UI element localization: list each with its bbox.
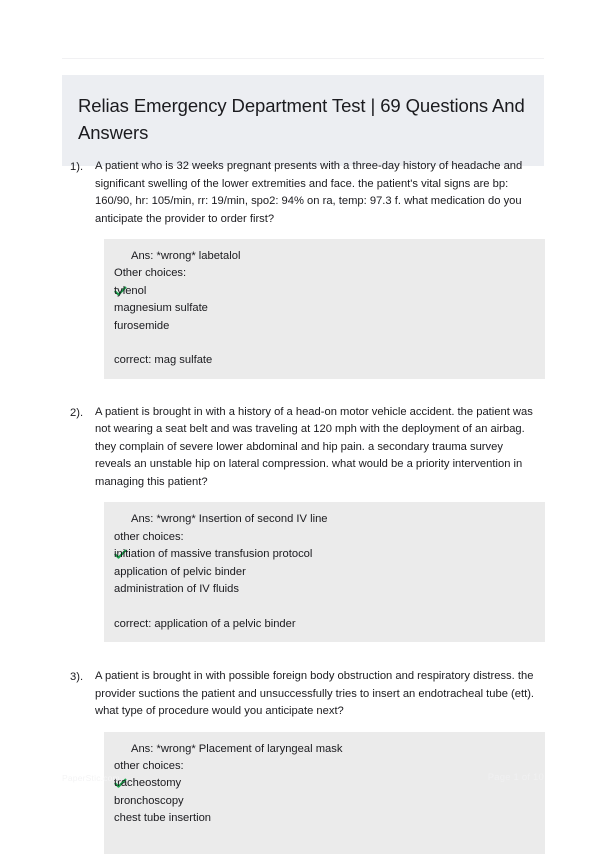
question-number: 2). bbox=[70, 406, 84, 419]
page-number: Page 1 of 10 bbox=[487, 772, 544, 783]
answer-spacer bbox=[114, 598, 545, 615]
question-number: 1). bbox=[70, 161, 84, 173]
document-title-banner bbox=[62, 75, 544, 166]
answer-box bbox=[104, 502, 545, 642]
question-row bbox=[62, 404, 544, 492]
answer-box bbox=[104, 732, 545, 854]
page-footer bbox=[0, 772, 606, 783]
green-check-icon bbox=[114, 513, 127, 526]
choices-header: other choices: bbox=[114, 760, 184, 773]
question-text: A patient is brought in with possible foreign body obstruction and respiratory distress. the provider suctions the patient and unsuccessfully tries to insert an endotracheal tube (ett). what type of procedure would you anticipate next? bbox=[95, 670, 535, 718]
answer-label: Ans: *wrong* Placement of laryngeal mask bbox=[131, 742, 343, 755]
choice-item: administration of IV fluids bbox=[114, 582, 239, 595]
answer-label-row bbox=[114, 741, 545, 758]
questions-container bbox=[0, 158, 606, 854]
choice-item: tracheostomy bbox=[114, 777, 182, 790]
header-divider bbox=[62, 58, 544, 59]
choice-item: chest tube insertion bbox=[114, 812, 212, 825]
answer-spacer bbox=[114, 828, 545, 845]
question-text: A patient is brought in with a history of a head-on motor vehicle accident. the patient was not wearing a seat belt and was traveling at 120 mph with the deployment of an airbag. they complain of severe lower abdominal and hip pain. a secondary trauma survey reveals an unstable hip on lateral compression. what would be a priority intervention in managing this patient? bbox=[95, 405, 533, 488]
answer-box bbox=[104, 239, 545, 379]
question-block bbox=[0, 404, 606, 642]
correct-answer: correct: application of a pelvic binder bbox=[114, 617, 296, 630]
answer-label-row bbox=[114, 511, 545, 528]
question-number: 3). bbox=[70, 671, 84, 684]
question-row bbox=[62, 668, 544, 721]
choice-item: magnesium sulfate bbox=[114, 302, 208, 315]
choices-header: Other choices: bbox=[114, 267, 187, 280]
answer-label: Ans: *wrong* Insertion of second IV line bbox=[131, 513, 328, 526]
answer-spacer bbox=[114, 335, 545, 352]
green-check-icon bbox=[114, 743, 127, 756]
choice-item: tylenol bbox=[114, 284, 147, 297]
choice-item: furosemide bbox=[114, 319, 170, 332]
choice-item: bronchoscopy bbox=[114, 794, 184, 807]
question-text: A patient who is 32 weeks pregnant presents with a three-day history of headache and significant swelling of the lower extremities and face. the patient's vital signs are bp: 160/90, hr: 105/min, rr: 19/min, spo2: 94% on ra, temp: 97.3 f. what medication do you anticipate the provider to order first? bbox=[95, 160, 523, 225]
choices-header: other choices: bbox=[114, 530, 184, 543]
question-row bbox=[62, 158, 544, 228]
answer-label-row bbox=[114, 248, 545, 265]
page-title: Relias Emergency Department Test | 69 Questions And Answers bbox=[78, 95, 525, 143]
question-block bbox=[0, 158, 606, 379]
watermark-text: PaperStic.com bbox=[62, 772, 120, 783]
correct-answer: correct: mag sulfate bbox=[114, 354, 213, 367]
green-check-icon bbox=[114, 250, 127, 263]
question-block bbox=[0, 668, 606, 854]
choice-item: application of pelvic binder bbox=[114, 565, 246, 578]
choice-item: initiation of massive transfusion protocol bbox=[114, 548, 313, 561]
answer-label: Ans: *wrong* labetalol bbox=[131, 250, 241, 262]
